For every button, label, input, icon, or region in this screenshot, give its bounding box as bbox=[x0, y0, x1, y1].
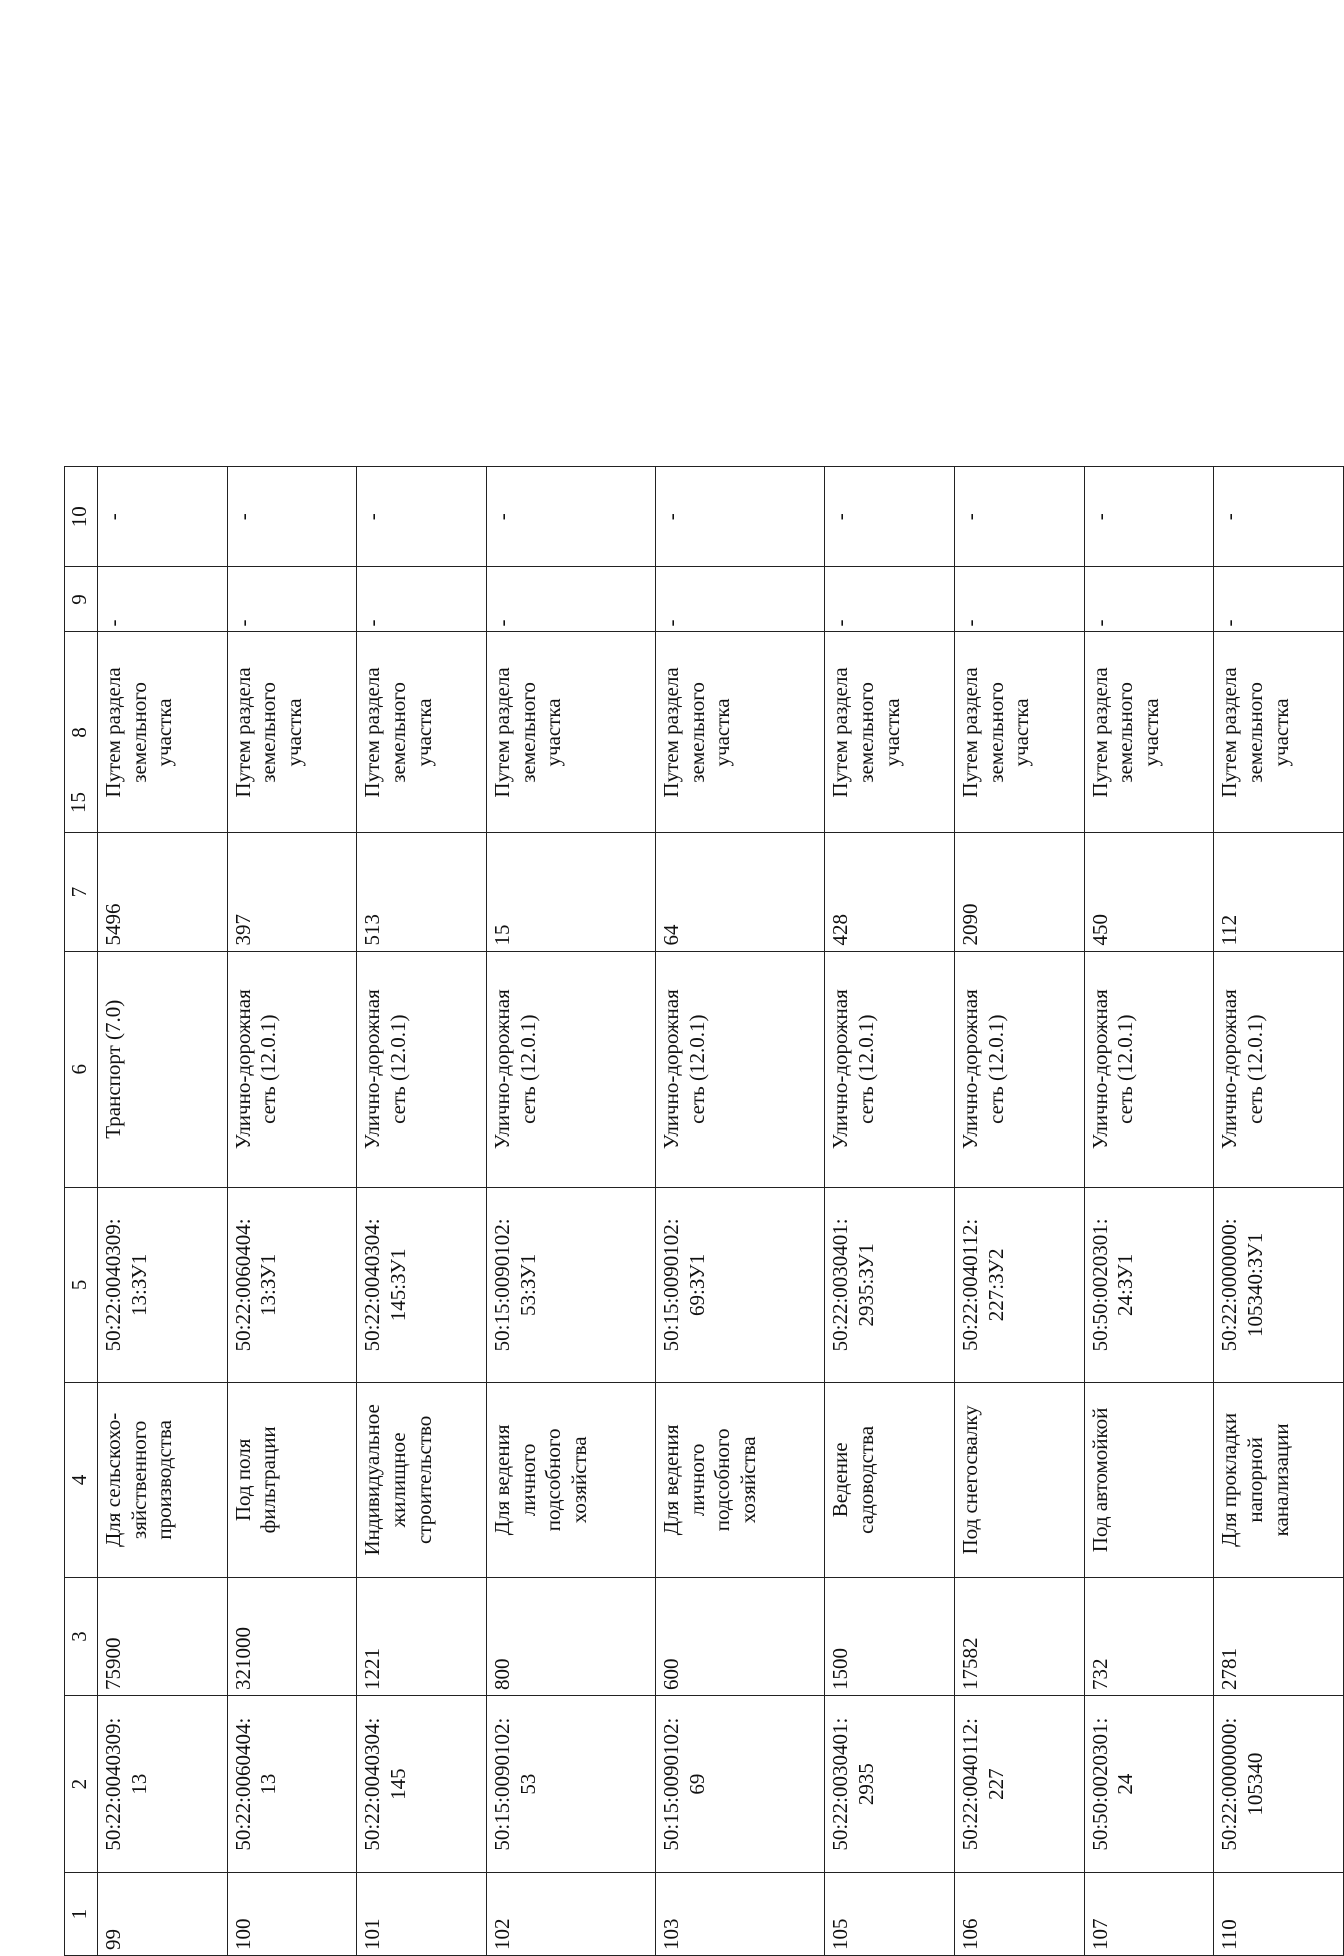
new-parcel-number-cell: 50:22:0000000: 105340:ЗУ1 bbox=[1214, 1187, 1344, 1382]
area-cell: 2781 bbox=[1214, 1577, 1344, 1695]
column-9-cell: - bbox=[486, 567, 655, 632]
table-row bbox=[825, 467, 955, 1956]
column-header-3: 3 bbox=[65, 1577, 98, 1695]
new-permitted-use-cell: Улично-дорожная сеть (12.0.1) bbox=[955, 951, 1085, 1187]
column-header-2: 2 bbox=[65, 1696, 98, 1873]
permitted-use-cell: Для ведения личного подсобного хозяйства bbox=[486, 1382, 655, 1577]
new-parcel-number-cell: 50:22:0040112: 227:ЗУ2 bbox=[955, 1187, 1085, 1382]
area-cell: 800 bbox=[486, 1577, 655, 1695]
column-header-9: 9 bbox=[65, 567, 98, 632]
permitted-use-cell: Индивидуальное жилищное строительство bbox=[357, 1382, 487, 1577]
parcel-table bbox=[64, 466, 1344, 1956]
cadastral-number-cell: 50:22:0060404: 13 bbox=[227, 1696, 357, 1873]
table-row bbox=[227, 467, 357, 1956]
new-area-cell: 513 bbox=[357, 833, 487, 951]
parcel-table-container bbox=[64, 466, 1344, 1956]
column-9-cell: - bbox=[227, 567, 357, 632]
column-9-cell: - bbox=[357, 567, 487, 632]
new-area-cell: 5496 bbox=[98, 833, 228, 951]
area-cell: 600 bbox=[656, 1577, 825, 1695]
formation-method-cell: Путем раздела земельного участка bbox=[825, 632, 955, 833]
column-header-6: 6 bbox=[65, 951, 98, 1187]
column-header-4: 4 bbox=[65, 1382, 98, 1577]
new-permitted-use-cell: Транспорт (7.0) bbox=[98, 951, 228, 1187]
new-permitted-use-cell: Улично-дорожная сеть (12.0.1) bbox=[1214, 951, 1344, 1187]
new-area-cell: 397 bbox=[227, 833, 357, 951]
row-number-cell: 101 bbox=[357, 1873, 487, 1956]
permitted-use-cell: Ведение садоводства bbox=[825, 1382, 955, 1577]
new-area-cell: 2090 bbox=[955, 833, 1085, 951]
new-area-cell: 450 bbox=[1084, 833, 1214, 951]
formation-method-cell: Путем раздела земельного участка bbox=[227, 632, 357, 833]
table-row bbox=[1084, 467, 1214, 1956]
new-permitted-use-cell: Улично-дорожная сеть (12.0.1) bbox=[357, 951, 487, 1187]
column-9-cell: - bbox=[1084, 567, 1214, 632]
column-9-cell: - bbox=[1214, 567, 1344, 632]
cadastral-number-cell: 50:15:0090102: 69 bbox=[656, 1696, 825, 1873]
column-9-cell: - bbox=[656, 567, 825, 632]
new-permitted-use-cell: Улично-дорожная сеть (12.0.1) bbox=[486, 951, 655, 1187]
table-row bbox=[357, 467, 487, 1956]
area-cell: 17582 bbox=[955, 1577, 1085, 1695]
cadastral-number-cell: 50:15:0090102: 53 bbox=[486, 1696, 655, 1873]
cadastral-number-cell: 50:22:0040304: 145 bbox=[357, 1696, 487, 1873]
formation-method-cell: Путем раздела земельного участка bbox=[1214, 632, 1344, 833]
new-parcel-number-cell: 50:22:0040304: 145:ЗУ1 bbox=[357, 1187, 487, 1382]
area-cell: 732 bbox=[1084, 1577, 1214, 1695]
formation-method-cell: Путем раздела земельного участка bbox=[1084, 632, 1214, 833]
column-header-7: 7 bbox=[65, 833, 98, 951]
cadastral-number-cell: 50:50:0020301: 24 bbox=[1084, 1696, 1214, 1873]
row-number-cell: 106 bbox=[955, 1873, 1085, 1956]
cadastral-number-cell: 50:22:0000000: 105340 bbox=[1214, 1696, 1344, 1873]
formation-method-cell: Путем раздела земельного участка bbox=[955, 632, 1085, 833]
area-cell: 1500 bbox=[825, 1577, 955, 1695]
area-cell: 75900 bbox=[98, 1577, 228, 1695]
column-header-5: 5 bbox=[65, 1187, 98, 1382]
table-row bbox=[486, 467, 655, 1956]
column-header-8: 8 bbox=[65, 632, 98, 833]
cadastral-number-cell: 50:22:0040309: 13 bbox=[98, 1696, 228, 1873]
row-number-cell: 110 bbox=[1214, 1873, 1344, 1956]
column-10-cell: - bbox=[1214, 467, 1344, 568]
column-10-cell: - bbox=[955, 467, 1085, 568]
table-row bbox=[1214, 467, 1344, 1956]
new-permitted-use-cell: Улично-дорожная сеть (12.0.1) bbox=[1084, 951, 1214, 1187]
formation-method-cell: Путем раздела земельного участка bbox=[486, 632, 655, 833]
column-9-cell: - bbox=[98, 567, 228, 632]
new-parcel-number-cell: 50:22:0040309: 13:ЗУ1 bbox=[98, 1187, 228, 1382]
row-number-cell: 105 bbox=[825, 1873, 955, 1956]
column-9-cell: - bbox=[955, 567, 1085, 632]
new-parcel-number-cell: 50:15:0090102: 53:ЗУ1 bbox=[486, 1187, 655, 1382]
new-area-cell: 64 bbox=[656, 833, 825, 951]
table-row bbox=[955, 467, 1085, 1956]
new-area-cell: 15 bbox=[486, 833, 655, 951]
column-9-cell: - bbox=[825, 567, 955, 632]
column-10-cell: - bbox=[825, 467, 955, 568]
area-cell: 321000 bbox=[227, 1577, 357, 1695]
column-10-cell: - bbox=[357, 467, 487, 568]
permitted-use-cell: Под поля фильтрации bbox=[227, 1382, 357, 1577]
new-permitted-use-cell: Улично-дорожная сеть (12.0.1) bbox=[825, 951, 955, 1187]
area-cell: 1221 bbox=[357, 1577, 487, 1695]
header-row bbox=[65, 467, 98, 1956]
formation-method-cell: Путем раздела земельного участка bbox=[656, 632, 825, 833]
page-number: 15 bbox=[66, 792, 90, 813]
table-row bbox=[98, 467, 228, 1956]
new-parcel-number-cell: 50:50:0020301: 24:ЗУ1 bbox=[1084, 1187, 1214, 1382]
new-area-cell: 112 bbox=[1214, 833, 1344, 951]
permitted-use-cell: Под автомойкой bbox=[1084, 1382, 1214, 1577]
table-row bbox=[656, 467, 825, 1956]
row-number-cell: 103 bbox=[656, 1873, 825, 1956]
column-header-10: 10 bbox=[65, 467, 98, 568]
column-10-cell: - bbox=[656, 467, 825, 568]
new-parcel-number-cell: 50:22:0030401: 2935:ЗУ1 bbox=[825, 1187, 955, 1382]
new-parcel-number-cell: 50:15:0090102: 69:ЗУ1 bbox=[656, 1187, 825, 1382]
column-10-cell: - bbox=[486, 467, 655, 568]
cadastral-number-cell: 50:22:0030401: 2935 bbox=[825, 1696, 955, 1873]
permitted-use-cell: Для ведения личного подсобного хозяйства bbox=[656, 1382, 825, 1577]
formation-method-cell: Путем раздела земельного участка bbox=[98, 632, 228, 833]
column-10-cell: - bbox=[98, 467, 228, 568]
row-number-cell: 102 bbox=[486, 1873, 655, 1956]
cadastral-number-cell: 50:22:0040112: 227 bbox=[955, 1696, 1085, 1873]
new-parcel-number-cell: 50:22:0060404: 13:ЗУ1 bbox=[227, 1187, 357, 1382]
row-number-cell: 99 bbox=[98, 1873, 228, 1956]
formation-method-cell: Путем раздела земельного участка bbox=[357, 632, 487, 833]
row-number-cell: 107 bbox=[1084, 1873, 1214, 1956]
new-permitted-use-cell: Улично-дорожная сеть (12.0.1) bbox=[227, 951, 357, 1187]
column-10-cell: - bbox=[227, 467, 357, 568]
new-permitted-use-cell: Улично-дорожная сеть (12.0.1) bbox=[656, 951, 825, 1187]
permitted-use-cell: Под снегосвалку bbox=[955, 1382, 1085, 1577]
row-number-cell: 100 bbox=[227, 1873, 357, 1956]
permitted-use-cell: Для сельскохо- зяйственного производства bbox=[98, 1382, 228, 1577]
column-10-cell: - bbox=[1084, 467, 1214, 568]
column-header-1: 1 bbox=[65, 1873, 98, 1956]
new-area-cell: 428 bbox=[825, 833, 955, 951]
permitted-use-cell: Для прокладки напорной канализации bbox=[1214, 1382, 1344, 1577]
